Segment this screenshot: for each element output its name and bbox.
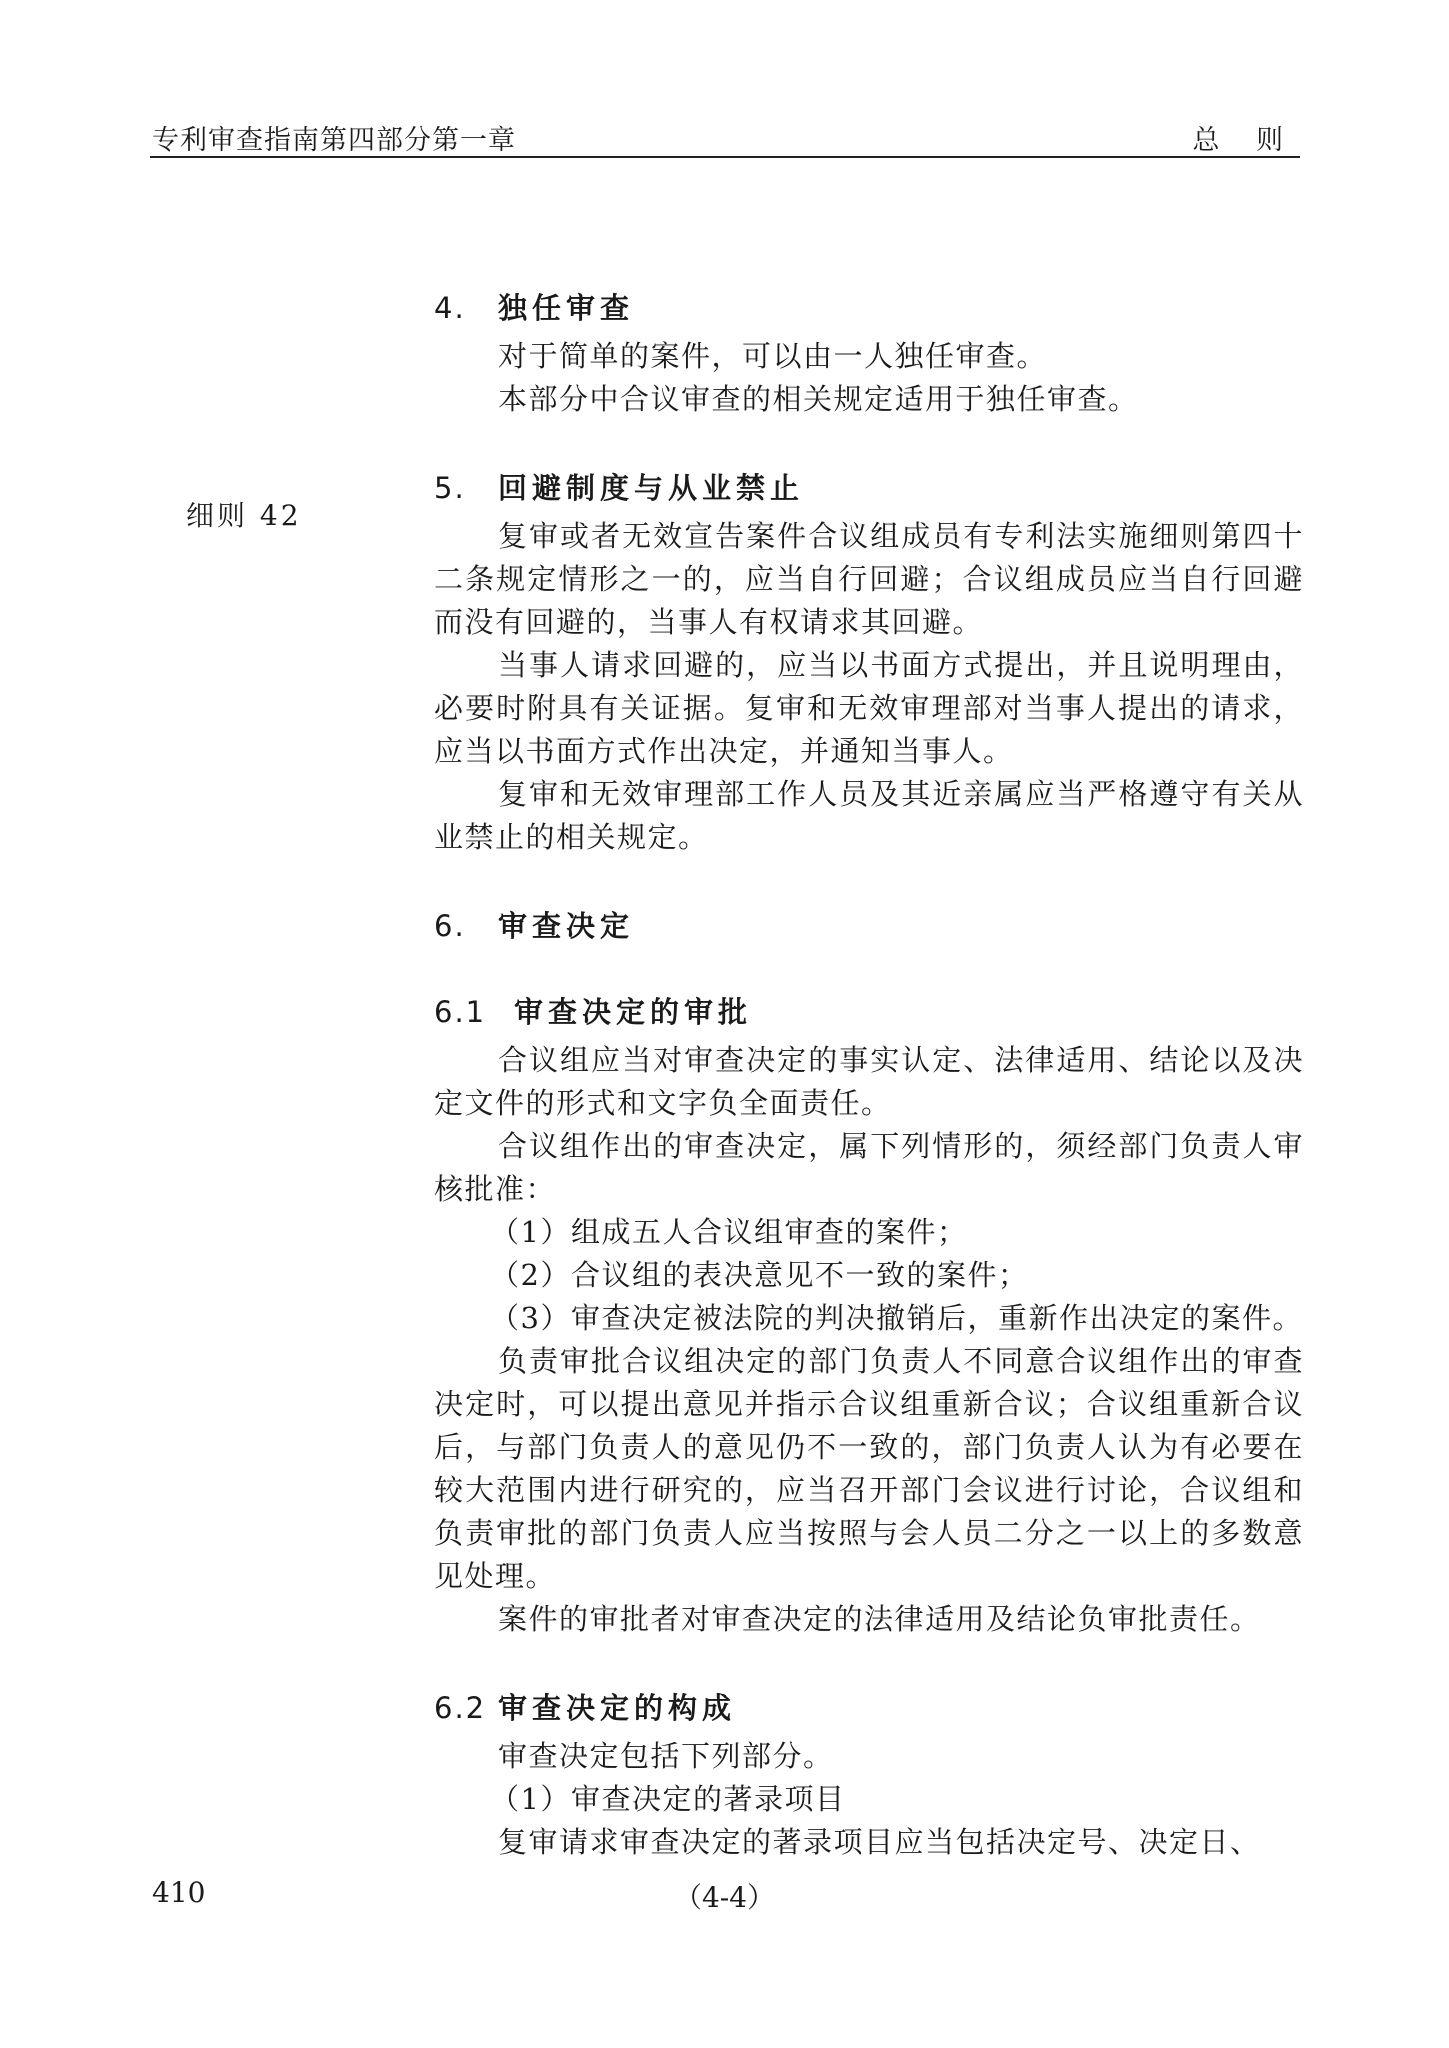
heading-6-1 (434, 990, 1304, 1031)
paragraph: 复审或者无效宣告案件合议组成员有专利法实施细则第四十二条规定情形之一的，应当自行回避；合议组成员应当自行回避而没有回避的，当事人有权请求其回避。 (434, 519, 1304, 639)
running-header-chapter: 专利审查指南第四部分第一章 (152, 125, 516, 156)
paragraph: 案件的审批者对审查决定的法律适用及结论负审批责任。 (498, 1602, 1261, 1636)
paragraph: 审查决定包括下列部分。 (498, 1739, 834, 1773)
heading-number: 6. (434, 909, 466, 943)
paragraph: 当事人请求回避的，应当以书面方式提出，并且说明理由，必要时附具有关证据。复审和无效审理部对当事人提出的请求，应当以书面方式作出决定，并通知当事人。 (434, 648, 1304, 768)
paragraph: 复审和无效审理部工作人员及其近亲属应当严格遵守有关从业禁止的相关规定。 (434, 777, 1304, 854)
margin-reference: 细则 42 (186, 499, 302, 532)
heading-title: 独任审查 (498, 291, 635, 325)
heading-title: 审查决定的审批 (514, 995, 753, 1029)
page-body (434, 286, 1304, 1864)
list-item: （1）审查决定的著录项目 (490, 1782, 846, 1816)
paragraph: 合议组应当对审查决定的事实认定、法律适用、结论以及决定文件的形式和文字负全面责任。 (434, 1043, 1304, 1120)
heading-title: 回避制度与从业禁止 (498, 471, 805, 505)
paragraph: 复审请求审查决定的著录项目应当包括决定号、决定日、 (498, 1825, 1261, 1859)
paragraph: 对于简单的案件，可以由一人独任审查。 (498, 339, 1048, 373)
heading-number: 4. (434, 291, 466, 325)
heading-number: 5. (434, 471, 466, 505)
paragraph: 负责审批合议组决定的部门负责人不同意合议组作出的审查决定时，可以提出意见并指示合议组重新合议；合议组重新合议后，与部门负责人的意见仍不一致的，部门负责人认为有必要在较大范围内进行研究的，应当召开部门会议进行讨论，合议组和负责审批的部门负责人应当按照与会人员二分之一以上的多数意见处理。 (434, 1344, 1304, 1593)
heading-number: 6.1 (434, 995, 487, 1029)
paragraph: 本部分中合议审查的相关规定适用于独任审查。 (498, 382, 1139, 416)
running-header-section: 总 则 (1192, 125, 1297, 156)
section-reference: （4-4） (673, 1881, 776, 1914)
heading-4 (434, 286, 1304, 327)
heading-5 (434, 466, 1304, 507)
heading-title: 审查决定 (498, 909, 635, 943)
page-number: 410 (152, 1876, 206, 1909)
header-divider (150, 156, 1300, 158)
list-item: （3）审查决定被法院的判决撤销后，重新作出决定的案件。 (490, 1301, 1303, 1335)
list-item: （1）组成五人合议组审查的案件； (490, 1215, 968, 1249)
heading-title: 审查决定的构成 (498, 1691, 737, 1725)
heading-number: 6.2 (434, 1691, 487, 1725)
paragraph: 合议组作出的审查决定，属下列情形的，须经部门负责人审核批准： (434, 1129, 1304, 1206)
heading-6-2 (434, 1686, 1304, 1727)
heading-6 (434, 904, 1304, 945)
list-item: （2）合议组的表决意见不一致的案件； (490, 1258, 1029, 1292)
